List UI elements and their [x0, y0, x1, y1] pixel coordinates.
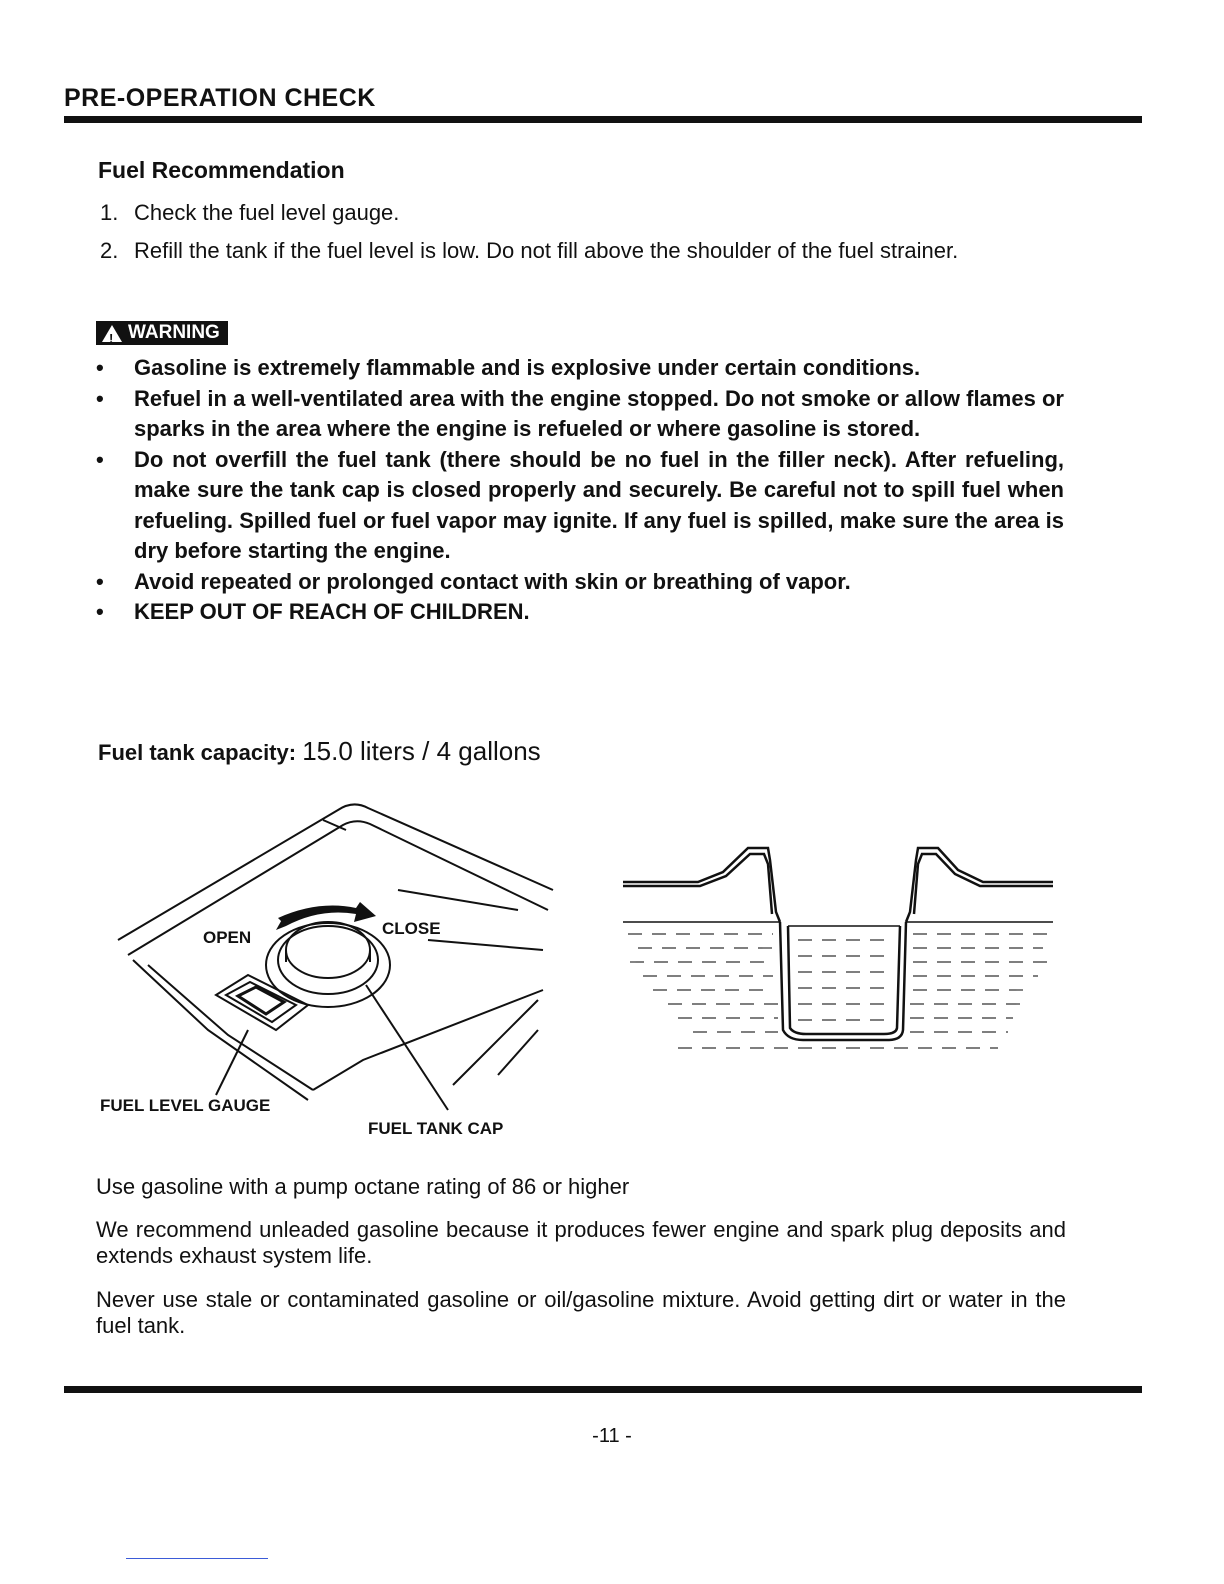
top-divider [64, 116, 1142, 123]
close-label: CLOSE [382, 919, 441, 938]
fuel-level-gauge-label: FUEL LEVEL GAUGE [100, 1096, 271, 1115]
warning-badge [96, 321, 228, 345]
step-text: Check the fuel level gauge. [134, 200, 400, 225]
list-item [98, 199, 1078, 227]
list-item [98, 237, 1078, 265]
step-text: Refill the tank if the fuel level is low. Do not fill above the shoulder of the fuel strainer. [134, 238, 959, 263]
list-item: • KEEP OUT OF REACH OF CHILDREN. [92, 597, 1064, 628]
step-number: 1. [100, 200, 119, 225]
stale-gasoline-paragraph: Never use stale or contaminated gasoline or oil/gasoline mixture. Avoid getting dirt or water in the fuel tank. [96, 1287, 1066, 1338]
footer-line [126, 1558, 268, 1559]
unleaded-paragraph: We recommend unleaded gasoline because it produces fewer engine and spark plug deposits and extends exhaust system life. [96, 1217, 1066, 1268]
warning-triangle-icon [102, 325, 122, 342]
fuel-tank-cap-label: FUEL TANK CAP [368, 1119, 504, 1138]
warning-badge-label: WARNING [128, 322, 220, 343]
fuel-tank-capacity [98, 736, 541, 767]
capacity-value: 15.0 liters / 4 gallons [302, 736, 541, 766]
list-item: • Avoid repeated or prolonged contact with skin or breathing of vapor. [92, 567, 1064, 598]
section-title: PRE-OPERATION CHECK [64, 84, 376, 112]
warning-list [92, 353, 1064, 628]
step-number: 2. [100, 238, 119, 263]
list-item: • Refuel in a well-ventilated area with the engine stopped. Do not smoke or allow flames or sparks in the area where the engine is refueled or where gasoline is stored. [92, 384, 1064, 445]
list-item: • Do not overfill the fuel tank (there should be no fuel in the filler neck). After refueling, make sure the tank cap is closed properly and securely. Be careful not to spill fuel when refueling. Spilled fuel or fuel vapor may ignite. If any fuel is spilled, make sure the area is dry before starting the engine. [92, 445, 1064, 567]
fuel-steps-list [98, 199, 1078, 275]
fuel-strainer-cross-section [618, 830, 1058, 1070]
list-item: • Gasoline is extremely flammable and is explosive under certain conditions. [92, 353, 1064, 384]
page-number: -11 - [592, 1425, 632, 1447]
bottom-divider [64, 1386, 1142, 1393]
capacity-label: Fuel tank capacity: [98, 740, 297, 765]
fuel-recommendation-heading: Fuel Recommendation [98, 157, 345, 183]
open-label: OPEN [203, 928, 252, 947]
octane-paragraph: Use gasoline with a pump octane rating of 86 or higher [96, 1174, 630, 1199]
